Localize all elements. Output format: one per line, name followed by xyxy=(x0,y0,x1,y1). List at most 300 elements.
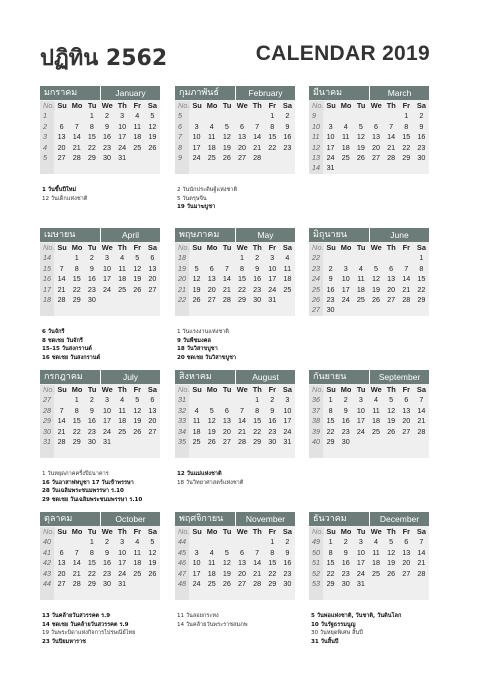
weekday-label: Sa xyxy=(147,243,157,252)
day-cell: 24 xyxy=(356,426,365,436)
week-row xyxy=(175,558,295,568)
week-number: 40 xyxy=(309,437,323,447)
day-cell: 18 xyxy=(283,274,292,284)
day-cell xyxy=(204,111,219,121)
week-row xyxy=(309,253,429,263)
week-row xyxy=(40,285,160,295)
week-row xyxy=(40,295,160,305)
day-cell xyxy=(145,295,160,305)
day-cell: 6 xyxy=(373,121,378,131)
week-number: 9 xyxy=(175,153,189,163)
day-cell: 23 xyxy=(102,568,111,578)
month-name-english: November xyxy=(235,512,295,526)
day-cell: 8 xyxy=(74,405,79,415)
day-cell xyxy=(204,447,219,457)
week-number: 24 xyxy=(309,274,323,284)
week-row xyxy=(309,143,429,153)
week-number: 46 xyxy=(175,558,189,568)
weekday-label: Su xyxy=(192,243,202,252)
day-cell: 14 xyxy=(253,558,262,568)
day-cell xyxy=(399,437,414,447)
holiday-list xyxy=(311,612,439,646)
week-number: 32 xyxy=(175,406,189,416)
day-cell: 28 xyxy=(222,294,231,304)
day-cell xyxy=(115,589,130,599)
day-cell xyxy=(323,253,338,263)
week-row xyxy=(309,579,429,589)
holiday-item: 23 วันปิยมหาราช xyxy=(42,638,86,645)
month-name-english: April xyxy=(100,228,160,242)
day-cell: 4 xyxy=(373,395,378,405)
day-cell: 28 xyxy=(57,294,66,304)
weekday-label: Su xyxy=(192,101,202,110)
day-cell: 22 xyxy=(72,284,81,294)
week-number xyxy=(175,305,189,315)
day-cell: 27 xyxy=(148,284,157,294)
day-cell: 3 xyxy=(120,537,125,547)
day-grid xyxy=(309,384,429,458)
day-cell: 25 xyxy=(283,284,292,294)
day-cell xyxy=(234,395,249,405)
day-cell xyxy=(84,589,99,599)
day-cell: 17 xyxy=(192,142,201,152)
weekday-label: Tu xyxy=(356,527,366,536)
day-cell: 9 xyxy=(270,405,275,415)
day-cell: 3 xyxy=(270,253,275,263)
day-cell: 27 xyxy=(237,578,246,588)
day-cell: 15 xyxy=(417,274,426,284)
day-cell: 28 xyxy=(237,436,246,446)
day-cell: 3 xyxy=(104,395,109,405)
week-number: 49 xyxy=(309,537,323,547)
day-cell: 30 xyxy=(102,578,111,588)
day-cell xyxy=(54,537,69,547)
week-row xyxy=(309,537,429,547)
holiday-list xyxy=(42,186,170,203)
month-name-english: February xyxy=(235,86,295,100)
holiday-item: 12 วันเด็กแห่งชาติ xyxy=(42,195,88,202)
month-8 xyxy=(309,370,429,458)
day-cell: 7 xyxy=(255,547,260,557)
day-cell xyxy=(338,163,353,173)
day-cell: 12 xyxy=(133,263,142,273)
weekday-label: Fr xyxy=(133,243,142,252)
day-cell: 20 xyxy=(371,142,380,152)
day-cell: 20 xyxy=(148,416,157,426)
day-cell xyxy=(414,163,429,173)
day-cell: 3 xyxy=(194,121,199,131)
weekday-label: Tu xyxy=(87,385,97,394)
week-number: 3 xyxy=(40,132,54,142)
day-cell: 16 xyxy=(283,132,292,142)
week-row xyxy=(40,274,160,284)
weekday-label: Sa xyxy=(282,101,292,110)
day-cell: 17 xyxy=(268,274,277,284)
day-cell: 18 xyxy=(371,558,380,568)
day-cell xyxy=(384,111,399,121)
day-cell: 23 xyxy=(87,426,96,436)
week-row xyxy=(309,406,429,416)
day-grid xyxy=(309,100,429,174)
week-row xyxy=(40,427,160,437)
week-row xyxy=(175,153,295,163)
week-number: 22 xyxy=(309,253,323,263)
day-cell: 26 xyxy=(222,152,231,162)
holiday-item: 20 ชดเชย วันวิสาขบูชา xyxy=(177,354,237,361)
day-cell: 2 xyxy=(328,263,333,273)
week-number-label: No. xyxy=(309,101,324,111)
week-row xyxy=(175,295,295,305)
week-row xyxy=(40,163,160,173)
day-cell xyxy=(353,163,368,173)
day-cell: 2 xyxy=(89,253,94,263)
month-11 xyxy=(309,512,429,600)
week-row xyxy=(175,122,295,132)
day-cell: 14 xyxy=(237,416,246,426)
weekday-label: Sa xyxy=(416,101,426,110)
week-number xyxy=(175,447,189,457)
week-row xyxy=(40,558,160,568)
weekday-label: Sa xyxy=(416,385,426,394)
week-row xyxy=(40,548,160,558)
day-cell: 26 xyxy=(133,426,142,436)
day-cell: 8 xyxy=(255,405,260,415)
holiday-list xyxy=(42,612,170,646)
day-cell: 24 xyxy=(326,152,335,162)
day-cell: 9 xyxy=(255,263,260,273)
day-cell: 12 xyxy=(192,274,201,284)
week-number: 17 xyxy=(40,285,54,295)
day-cell xyxy=(250,305,265,315)
day-cell: 10 xyxy=(356,547,365,557)
day-cell: 6 xyxy=(224,405,229,415)
holiday-list xyxy=(177,612,305,629)
day-cell: 4 xyxy=(120,253,125,263)
day-cell: 21 xyxy=(417,558,426,568)
weekday-label: Th xyxy=(252,385,262,394)
holiday-list xyxy=(42,328,170,362)
weekday-label: Th xyxy=(386,101,396,110)
day-cell: 7 xyxy=(419,537,424,547)
day-cell: 13 xyxy=(237,558,246,568)
day-cell: 10 xyxy=(341,274,350,284)
day-cell: 7 xyxy=(74,121,79,131)
week-row xyxy=(175,264,295,274)
day-cell: 6 xyxy=(209,263,214,273)
day-cell: 3 xyxy=(358,537,363,547)
week-number-label: No. xyxy=(40,385,55,395)
day-cell xyxy=(130,579,145,589)
day-cell: 28 xyxy=(253,152,262,162)
month-header xyxy=(175,86,295,100)
day-cell: 10 xyxy=(192,132,201,142)
weekday-label: Mo xyxy=(206,243,218,252)
day-cell: 26 xyxy=(148,568,157,578)
day-cell: 15 xyxy=(402,132,411,142)
day-cell xyxy=(99,295,114,305)
day-cell: 15 xyxy=(268,132,277,142)
day-cell: 21 xyxy=(253,568,262,578)
day-cell: 28 xyxy=(57,436,66,446)
day-cell: 12 xyxy=(387,405,396,415)
day-cell: 21 xyxy=(417,416,426,426)
weekday-label: Mo xyxy=(206,527,218,536)
weekday-label: Th xyxy=(117,527,127,536)
day-cell: 2 xyxy=(285,111,290,121)
day-cell: 24 xyxy=(192,152,201,162)
month-name-english: March xyxy=(369,86,429,100)
day-cell: 6 xyxy=(389,263,394,273)
week-number xyxy=(309,447,323,457)
month-name-thai: มกราคม xyxy=(44,88,78,98)
day-cell: 22 xyxy=(87,568,96,578)
weekday-label: Tu xyxy=(222,527,232,536)
week-number: 6 xyxy=(175,122,189,132)
week-number: 27 xyxy=(309,305,323,315)
day-cell: 19 xyxy=(133,416,142,426)
week-number: 7 xyxy=(175,132,189,142)
day-cell xyxy=(219,589,234,599)
day-cell xyxy=(399,579,414,589)
day-cell: 1 xyxy=(404,111,409,121)
holiday-item: 30 วันหยุดพิเศษ สิ้นปี xyxy=(311,630,363,637)
week-row xyxy=(40,589,160,599)
day-cell: 22 xyxy=(402,142,411,152)
day-cell: 20 xyxy=(57,568,66,578)
weekday-label: Su xyxy=(57,243,67,252)
day-cell: 24 xyxy=(118,142,127,152)
day-cell: 29 xyxy=(72,294,81,304)
day-cell: 30 xyxy=(87,436,96,446)
day-cell: 25 xyxy=(192,436,201,446)
day-cell: 4 xyxy=(135,537,140,547)
day-cell: 16 xyxy=(341,416,350,426)
week-number xyxy=(175,589,189,599)
weekday-label: Mo xyxy=(71,101,83,110)
day-cell xyxy=(368,163,383,173)
day-cell: 24 xyxy=(283,426,292,436)
day-cell: 24 xyxy=(102,284,111,294)
day-cell: 14 xyxy=(72,558,81,568)
week-row xyxy=(309,285,429,295)
day-cell: 1 xyxy=(89,537,94,547)
weekday-label: Fr xyxy=(268,527,277,536)
day-cell: 5 xyxy=(373,263,378,273)
weekday-label: Sa xyxy=(282,527,292,536)
day-cell: 23 xyxy=(102,142,111,152)
day-cell xyxy=(234,537,249,547)
week-row xyxy=(309,569,429,579)
day-cell: 23 xyxy=(87,284,96,294)
day-cell: 16 xyxy=(87,274,96,284)
day-cell xyxy=(130,437,145,447)
day-cell xyxy=(145,437,160,447)
day-cell xyxy=(234,447,249,457)
day-cell xyxy=(69,537,84,547)
week-number: 47 xyxy=(175,569,189,579)
day-cell: 6 xyxy=(404,395,409,405)
month-name-thai: พฤษภาคม xyxy=(179,230,220,240)
month-name-english: June xyxy=(369,228,429,242)
day-cell: 11 xyxy=(192,416,201,426)
month-name-english: July xyxy=(100,370,160,384)
day-cell: 5 xyxy=(389,395,394,405)
day-cell xyxy=(145,153,160,163)
day-cell: 3 xyxy=(120,111,125,121)
week-number: 22 xyxy=(175,295,189,305)
day-cell: 19 xyxy=(387,416,396,426)
day-cell: 25 xyxy=(133,142,142,152)
day-cell xyxy=(204,395,219,405)
holiday-item: 18 วันวิทยาศาสตร์แห่งชาติ xyxy=(177,479,244,486)
day-cell: 22 xyxy=(253,426,262,436)
week-row xyxy=(40,537,160,547)
week-number: 18 xyxy=(40,295,54,305)
day-cell: 2 xyxy=(89,395,94,405)
day-cell xyxy=(234,163,249,173)
day-cell: 13 xyxy=(371,132,380,142)
month-name-thai: กรกฎาคม xyxy=(44,372,83,382)
day-cell: 17 xyxy=(356,416,365,426)
day-cell: 22 xyxy=(268,142,277,152)
day-cell: 7 xyxy=(59,405,64,415)
day-cell xyxy=(368,253,383,263)
day-cell xyxy=(280,589,295,599)
week-row xyxy=(309,558,429,568)
week-number xyxy=(309,589,323,599)
day-cell xyxy=(353,111,368,121)
weekday-label: Su xyxy=(192,527,202,536)
day-cell: 19 xyxy=(356,142,365,152)
day-cell: 26 xyxy=(133,284,142,294)
weekday-label: Fr xyxy=(402,101,411,110)
day-cell: 8 xyxy=(270,121,275,131)
day-cell: 9 xyxy=(328,274,333,284)
week-row xyxy=(309,163,429,173)
day-cell xyxy=(414,447,429,457)
day-cell: 6 xyxy=(59,547,64,557)
day-cell: 11 xyxy=(133,121,141,131)
weekday-label: Su xyxy=(326,101,336,110)
day-cell: 27 xyxy=(57,152,66,162)
day-cell xyxy=(368,111,383,121)
weekday-label: Su xyxy=(326,385,336,394)
day-cell xyxy=(204,253,219,263)
day-cell: 20 xyxy=(222,426,231,436)
day-cell: 31 xyxy=(356,578,365,588)
day-cell: 6 xyxy=(239,547,244,557)
day-cell xyxy=(204,305,219,315)
day-cell: 21 xyxy=(57,426,66,436)
week-number: 12 xyxy=(309,143,323,153)
week-row xyxy=(309,447,429,457)
day-cell: 24 xyxy=(268,284,277,294)
day-cell xyxy=(69,111,84,121)
week-row xyxy=(175,427,295,437)
day-cell: 9 xyxy=(89,405,94,415)
day-cell: 1 xyxy=(270,111,275,121)
day-cell: 2 xyxy=(104,111,109,121)
month-0 xyxy=(40,86,160,174)
day-cell: 30 xyxy=(268,436,277,446)
weekday-label: Tu xyxy=(222,385,232,394)
day-cell: 21 xyxy=(387,142,396,152)
day-cell xyxy=(265,589,280,599)
weekday-label: Tu xyxy=(222,101,232,110)
day-cell: 11 xyxy=(283,263,292,273)
day-cell: 16 xyxy=(417,132,426,142)
month-header xyxy=(309,86,429,100)
day-cell: 2 xyxy=(343,537,348,547)
day-cell: 1 xyxy=(74,395,79,405)
week-row xyxy=(309,589,429,599)
day-cell xyxy=(414,305,429,315)
day-cell xyxy=(250,589,265,599)
day-cell: 9 xyxy=(104,121,109,131)
holiday-item: 2 วันนักประดิษฐ์แห่งชาติ xyxy=(177,187,238,193)
day-cell: 11 xyxy=(372,547,380,557)
week-number: 41 xyxy=(40,548,54,558)
day-cell xyxy=(99,163,114,173)
holiday-item: 9 วันพืชมงคล xyxy=(177,337,211,344)
day-cell xyxy=(384,437,399,447)
week-row xyxy=(309,427,429,437)
week-number: 35 xyxy=(175,437,189,447)
week-row xyxy=(309,111,429,121)
day-cell: 27 xyxy=(371,152,380,162)
day-cell xyxy=(384,163,399,173)
holiday-item: 14 ชดเชย วันคล้ายวันสวรรคต ร.9 xyxy=(42,621,129,628)
weekday-label: Mo xyxy=(71,385,83,394)
week-row xyxy=(309,132,429,142)
day-cell xyxy=(280,305,295,315)
weekday-label: We xyxy=(101,243,113,252)
day-cell xyxy=(189,253,204,263)
day-cell xyxy=(280,163,295,173)
day-grid xyxy=(40,526,160,600)
weekday-label: Tu xyxy=(87,101,97,110)
day-cell xyxy=(115,305,130,315)
month-7 xyxy=(175,370,295,458)
day-grid xyxy=(40,100,160,174)
day-cell: 1 xyxy=(255,395,260,405)
day-cell: 4 xyxy=(120,395,125,405)
day-cell: 12 xyxy=(371,274,380,284)
day-cell xyxy=(189,163,204,173)
day-cell: 7 xyxy=(74,547,79,557)
day-cell: 7 xyxy=(59,263,64,273)
week-number-label: No. xyxy=(40,527,55,537)
day-cell xyxy=(265,305,280,315)
day-cell: 16 xyxy=(283,558,292,568)
day-cell xyxy=(145,579,160,589)
day-cell: 5 xyxy=(150,111,155,121)
day-cell: 1 xyxy=(89,111,94,121)
day-cell: 30 xyxy=(283,578,292,588)
day-cell: 7 xyxy=(419,395,424,405)
day-cell: 17 xyxy=(118,132,127,142)
day-cell: 19 xyxy=(192,284,201,294)
month-10 xyxy=(175,512,295,600)
week-number: 36 xyxy=(309,395,323,405)
week-row xyxy=(175,143,295,153)
day-cell: 29 xyxy=(268,578,277,588)
holiday-list xyxy=(42,470,170,504)
day-cell xyxy=(265,153,280,163)
month-name-thai: กันยายน xyxy=(313,372,347,382)
day-cell xyxy=(145,305,160,315)
day-cell: 12 xyxy=(207,416,216,426)
